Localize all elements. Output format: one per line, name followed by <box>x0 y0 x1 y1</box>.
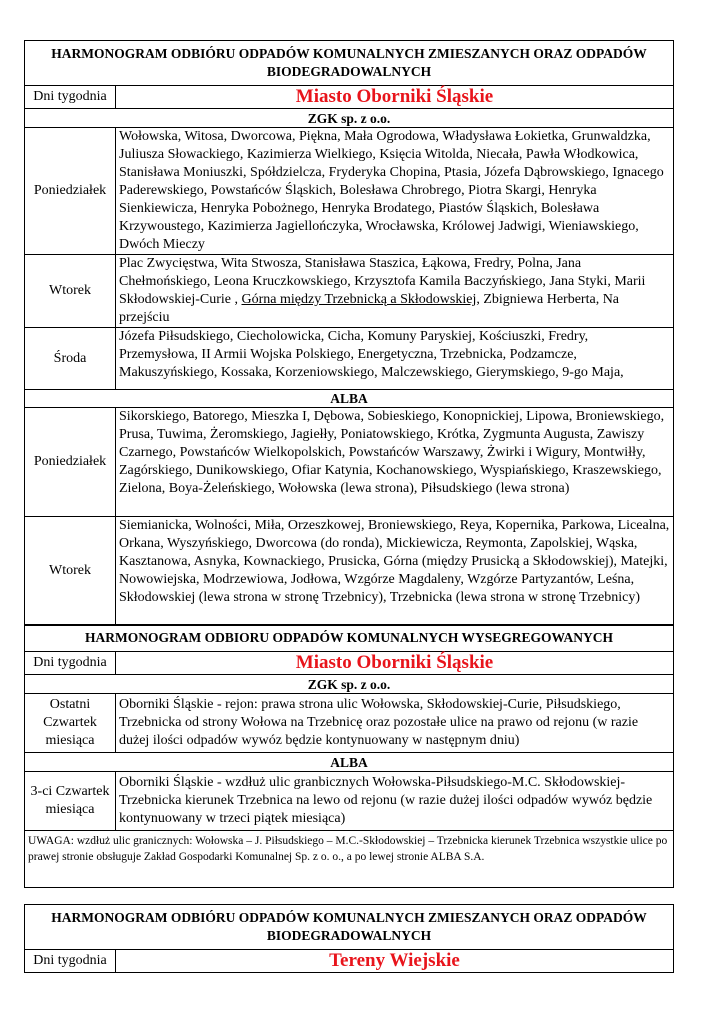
table-title: HARMONOGRAM ODBIORU ODPADÓW KOMUNALNYCH WYSEGREGOWANYCH <box>25 625 674 652</box>
day-cell: Wtorek <box>25 517 116 626</box>
schedule-table-segregated-town <box>24 624 674 888</box>
schedule-table-mixed-rural <box>24 904 674 973</box>
day-cell: Wtorek <box>25 255 116 328</box>
company-header-alba: ALBA <box>25 390 674 408</box>
streets-underlined: Górna między Trzebnicką a Skłodowskiej <box>241 292 477 307</box>
streets-cell <box>116 255 674 328</box>
streets-text: Siemianicka, Wolności, Miła, Orzeszkowej, Broniewskiego, Reya, Kopernika, Parkowa, Licealna, Orkana, Wyszyńskiego, Dworcowa (do ronda), Mickiewicza, Reymonta, Zapolskiej, Wąska, Kasztanowa, Asnyka, Kownackiego, Prusicka, Górna (między Prusicką a Skłodowskiej), Matejki, Nowowiejska, Modrzewiowa, Jodłowa, Wzgórze Magdaleny, Wzgórze Partyzantów, Leśna, Skłodowskiej (lewa strona w stronę Trzebnicy), Trzebnicka (lewa strona w stronę Trzebnicy) <box>119 518 670 605</box>
streets-text: Wołowska, Witosa, Dworcowa, Piękna, Mała Ogrodowa, Władysława Łokietka, Grunwaldzka, Juliusza Słowackiego, Kazimierza Wielkiego, Księcia Witolda, Niecała, Pawła Włodkowica, Stanisława Moniuszki, Spółdzielcza, Fryderyka Chopina, Ptasia, Józefa Dąbrowskiego, Ignacego Paderewskiego, Powstańców Śląskich, Bolesława Chrobrego, Piotra Skargi, Henryka Sienkiewicza, Henryka Pobożnego, Henryka Brodatego, Piastów Śląskich, Bolesława Krzywoustego, Kazimierza Jagiellończyka, Wrocławska, Królowej Jadwigi, Wieniawskiego, Dwóch Mieczy <box>119 129 664 252</box>
days-column-label: Dni tygodnia <box>25 950 116 973</box>
company-header-zgk: ZGK sp. z o.o. <box>25 675 674 694</box>
town-name: Miasto Oborniki Śląskie <box>116 86 674 109</box>
day-cell: Ostatni Czwartek miesiąca <box>25 694 116 753</box>
streets-cell <box>116 408 674 517</box>
streets-cell <box>116 517 674 626</box>
company-header-zgk: ZGK sp. z o.o. <box>25 109 674 128</box>
region-text: Oborniki Śląskie - wzdłuż ulic granbicznych Wołowska-Piłsudskiego-M.C. Skłodowskiej-Trzebnicka kierunek Trzebnica na lewo od rejonu (w razie dużej ilości odpadów wywóz będzie kontynuowany w trzeci piątek miesiąca) <box>116 772 674 831</box>
streets-text: Józefa Piłsudskiego, Ciecholowicka, Cicha, Komuny Paryskiej, Kościuszki, Fredry, Przemysłowa, II Armii Wojska Polskiego, Energetyczna, Trzebnicka, Podzamcze, Makuszyńskiego, Kossaka, Korzeniowskiego, Malczewskiego, Gierymskiego, 9-go Maja, <box>119 329 624 380</box>
table-title: HARMONOGRAM ODBIÓRU ODPADÓW KOMUNALNYCH ZMIESZANYCH ORAZ ODPADÓW BIODEGRADOWALNYCH <box>25 41 674 86</box>
days-column-label: Dni tygodnia <box>25 86 116 109</box>
streets-text <box>119 255 670 327</box>
day-cell: 3-ci Czwartek miesiąca <box>25 772 116 831</box>
schedule-table-mixed-town <box>24 40 674 626</box>
area-name: Tereny Wiejskie <box>116 950 674 973</box>
streets-text-part: , Zbigniewa Herberta, Na przejściu <box>119 292 620 325</box>
note-text: UWAGA: wzdłuż ulic granicznych: Wołowska – J. Piłsudskiego – M.C.-Skłodowskiej – Trzebnicka kierunek Trzebnica wszystkie ulice po prawej stronie obsługuje Zakład Gospodarki Komunalnej Sp. z o. o., a po lewej stronie ALBA S.A. <box>25 831 674 888</box>
days-column-label: Dni tygodnia <box>25 652 116 675</box>
day-cell: Środa <box>25 328 116 390</box>
streets-text: Sikorskiego, Batorego, Mieszka I, Dębowa, Sobieskiego, Konopnickiej, Lipowa, Broniewskiego, Prusa, Tuwima, Żeromskiego, Jagiełły, Poniatowskiego, Krótka, Zygmunta Augusta, Zawiszy Czarnego, Powstańców Wielkopolskich, Powstańców Warszawy, Żwirki i Wigury, Montwiłły, Zagórskiego, Dunikowskiego, Ofiar Katynia, Kochanowskiego, Wyspiańskiego, Kraszewskiego, Zielona, Boya-Żeleńskiego, Wołowska (lewa strona), Piłsudskiego (lewa strona) <box>119 409 665 496</box>
streets-cell <box>116 328 674 390</box>
table-title: HARMONOGRAM ODBIÓRU ODPADÓW KOMUNALNYCH ZMIESZANYCH ORAZ ODPADÓW BIODEGRADOWALNYCH <box>25 905 674 950</box>
company-header-alba: ALBA <box>25 753 674 772</box>
town-name: Miasto Oborniki Śląskie <box>116 652 674 675</box>
day-cell: Poniedziałek <box>25 128 116 255</box>
day-cell: Poniedziałek <box>25 408 116 517</box>
region-text: Oborniki Śląskie - rejon: prawa strona ulic Wołowska, Skłodowskiej-Curie, Piłsudskiego, Trzebnicka od strony Wołowa na Trzebnicę oraz pozostałe ulice na prawo od rejonu (w razie dużej ilości odpadów wywóz będzie kontynuowany w następnym dniu) <box>116 694 674 753</box>
streets-text-part: Plac Zwycięstwa, Wita Stwosza, Stanisława Staszica, Łąkowa, Fredry, Polna, Jana Chełmońskiego, Leona Kruczkowskiego, Krzysztofa Kamila Baczyńskiego, Jana Styki, Marii Skłodowskiej-Curie , <box>119 256 646 307</box>
streets-cell <box>116 128 674 255</box>
